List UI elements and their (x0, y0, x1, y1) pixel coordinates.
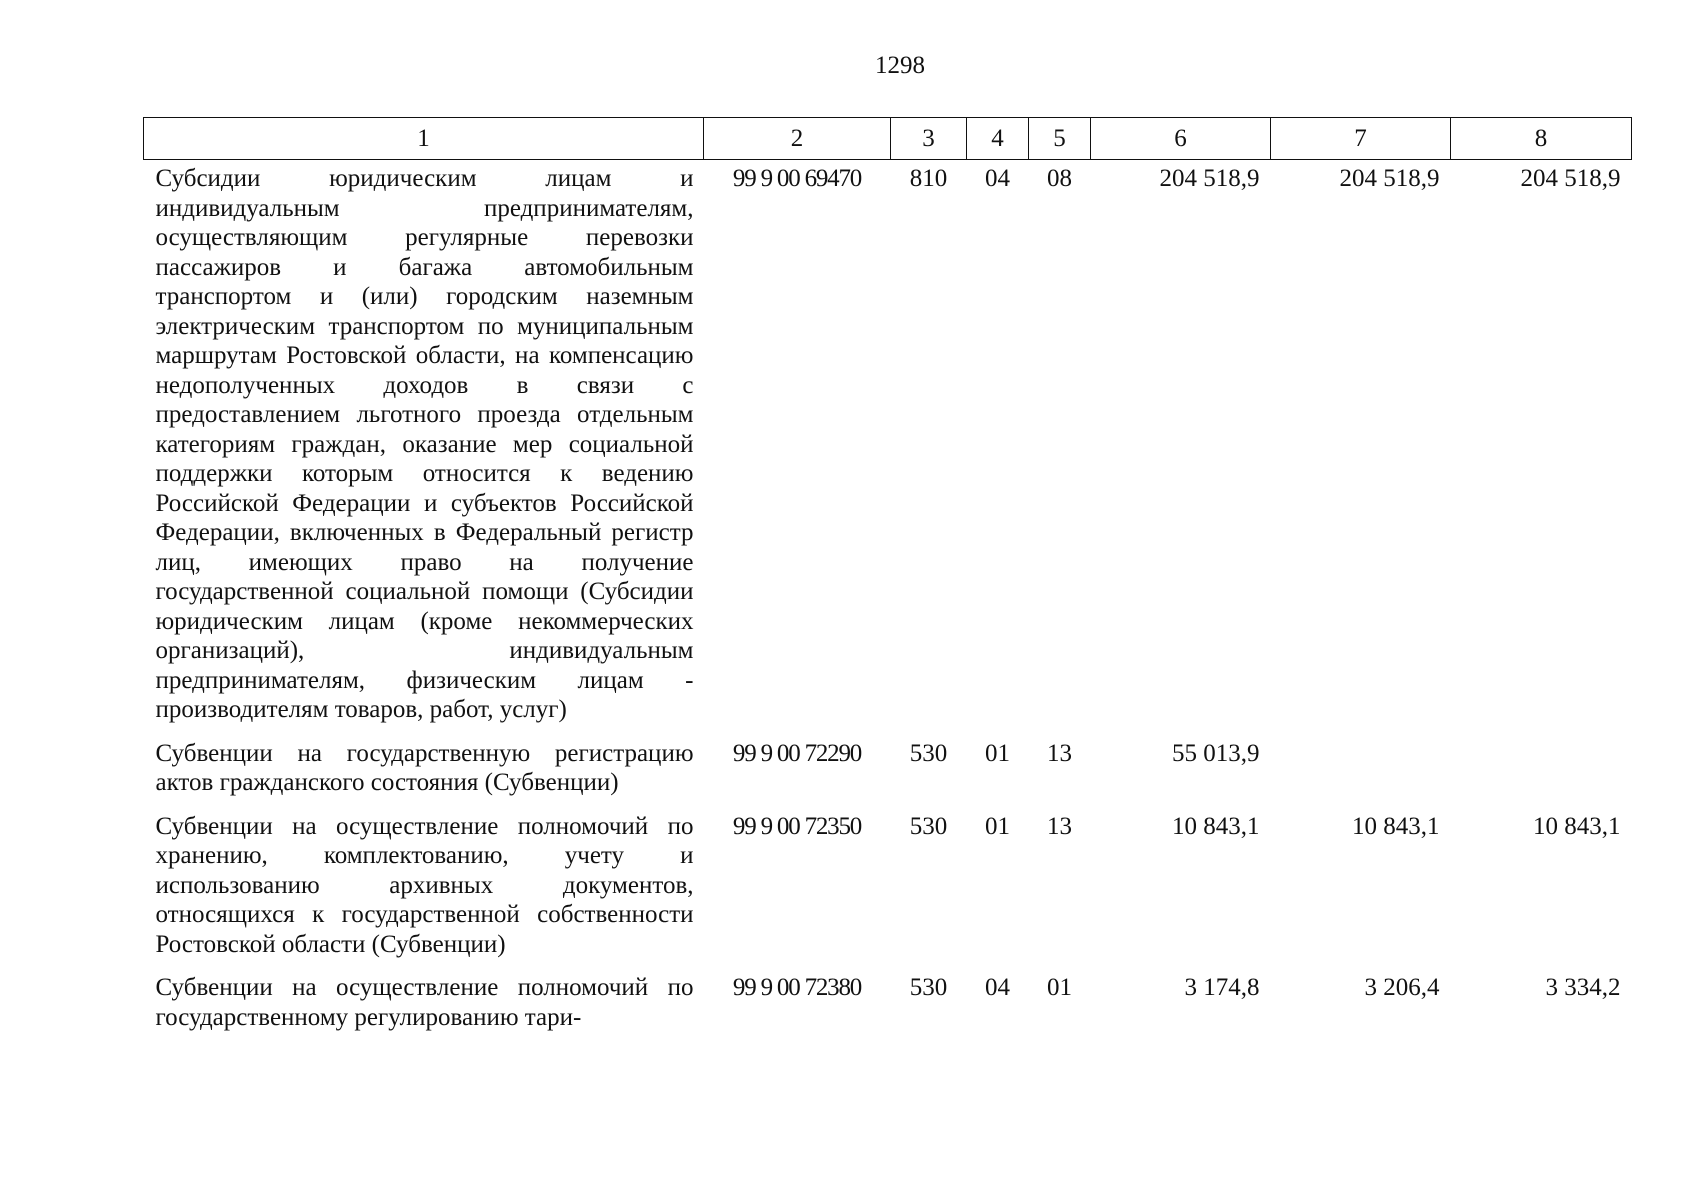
row-col-5: 13 (1047, 739, 1072, 767)
header-col-1: 1 (144, 118, 704, 160)
row-col-8: 204 518,9 (1520, 165, 1621, 192)
row-col-5: 08 (1047, 165, 1072, 192)
row-col-5: 13 (1047, 812, 1072, 840)
row-col-4: 04 (985, 165, 1010, 192)
row-col-4: 04 (985, 974, 1010, 1001)
row-col-8: 10 843,1 (1533, 812, 1621, 840)
row-col-6: 204 518,9 (1159, 165, 1260, 192)
header-col-7: 7 (1271, 118, 1451, 160)
row-col-8 (1451, 736, 1632, 809)
header-col-6: 6 (1091, 118, 1271, 160)
row-description: Субвенции на государственную регистрацию актов гражданского состояния (Субвенции) (155, 739, 694, 796)
header-col-3: 3 (891, 118, 967, 160)
header-col-8: 8 (1451, 118, 1632, 160)
table-row (144, 809, 1632, 971)
row-col-3: 530 (909, 812, 948, 840)
header-row (144, 118, 1632, 160)
row-target-code: 99 9 00 69470 (732, 165, 862, 192)
table-header (144, 118, 1632, 160)
row-col-4: 01 (985, 812, 1010, 840)
row-col-6: 10 843,1 (1172, 812, 1260, 840)
table-row (144, 970, 1632, 1043)
page-number: 1298 (875, 52, 925, 79)
header-col-4: 4 (967, 118, 1029, 160)
row-col-6: 55 013,9 (1172, 739, 1260, 767)
row-col-7 (1271, 736, 1451, 809)
row-description: Субвенции на осуществление полномочий по хранению, комплектованию, учету и использованию архивных документов, относящихся к государственной собственности Ростовской области (Субвенции) (155, 812, 694, 958)
row-col-5: 01 (1047, 974, 1072, 1001)
row-description: Субвенции на осуществление полномочий по государственному регулированию тари- (155, 974, 694, 1031)
row-col-3: 530 (909, 974, 948, 1001)
row-col-3: 530 (909, 739, 948, 767)
row-col-8: 3 334,2 (1545, 974, 1621, 1001)
row-col-7: 10 843,1 (1352, 812, 1440, 840)
row-col-7: 3 206,4 (1364, 974, 1440, 1001)
row-target-code: 99 9 00 72290 (732, 739, 862, 767)
budget-table (143, 117, 1632, 1043)
row-col-3: 810 (909, 165, 948, 192)
row-col-7: 204 518,9 (1339, 165, 1440, 192)
header-col-2: 2 (704, 118, 891, 160)
row-col-4: 01 (985, 739, 1010, 767)
table-row (144, 160, 1632, 736)
row-target-code: 99 9 00 72350 (732, 812, 862, 840)
row-description: Субсидии юридическим лицам и индивидуальным предпринимателям, осуществляющим регулярные перевозки пассажиров и багажа автомобильным транспортом и (или) городским наземным электрическим транспортом по муниципальным маршрутам Ростовской области, на компенсацию недополученных доходов в связи с предоставлением льготного проезда отдельным категориям граждан, оказание мер социальной поддержки которым относится к ведению Российской Федерации и субъектов Российской Федерации, включенных в Федеральный регистр лиц, имеющих право на получение государственной социальной помощи (Субсидии юридическим лицам (кроме некоммерческих организаций), индивидуальным предпринимателям, физическим лицам - производителям товаров, работ, услуг) (155, 165, 694, 723)
row-target-code: 99 9 00 72380 (732, 974, 862, 1001)
table-body (144, 160, 1632, 1044)
table-row (144, 736, 1632, 809)
header-col-5: 5 (1029, 118, 1091, 160)
row-col-6: 3 174,8 (1184, 974, 1260, 1001)
